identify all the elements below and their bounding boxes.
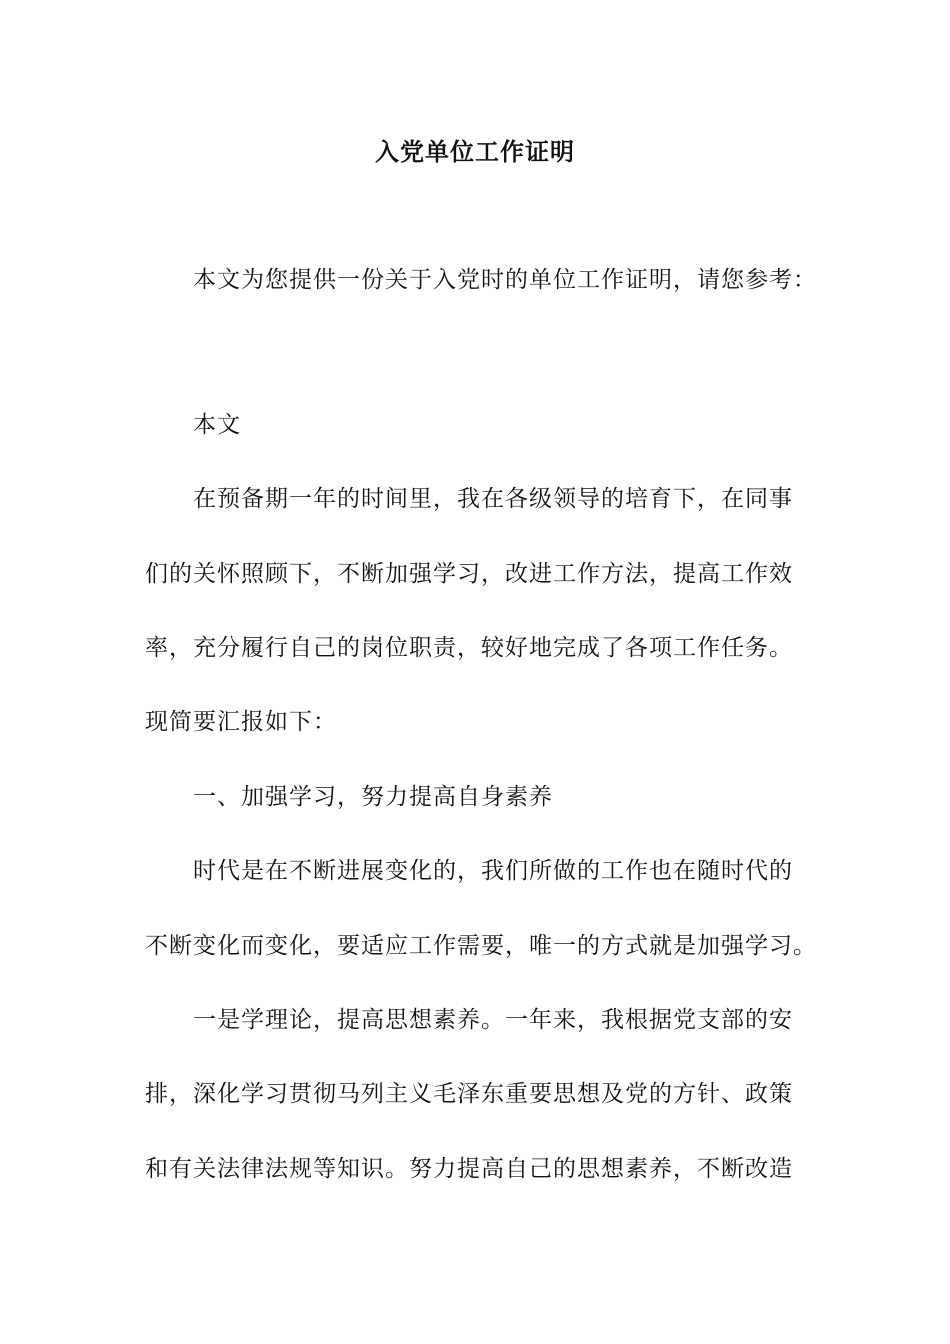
section-heading: 一、加强学习，努力提高自身素养 [193,784,553,810]
section-label: 本文 [193,412,241,438]
paragraph-line: 现简要汇报如下： [145,709,337,735]
paragraph-line: 不断变化而变化，要适应工作需要，唯一的方式就是加强学习。 [145,933,817,959]
paragraph-line: 率，充分履行自己的岗位职责，较好地完成了各项工作任务。 [145,635,793,661]
intro-line: 本文为您提供一份关于入党时的单位工作证明，请您参考： [193,267,817,293]
paragraph-line: 一是学理论，提高思想素养。一年来，我根据党支部的安 [193,1007,793,1033]
paragraph-line: 们的关怀照顾下，不断加强学习，改进工作方法，提高工作效 [145,561,793,587]
paragraph-line: 时代是在不断进展变化的，我们所做的工作也在随时代的 [193,858,793,884]
paragraph-line: 在预备期一年的时间里，我在各级领导的培育下，在同事 [193,486,793,512]
paragraph-line: 和有关法律法规等知识。努力提高自己的思想素养，不断改造 [145,1156,793,1182]
document-title: 入党单位工作证明 [375,137,575,166]
paragraph-line: 排，深化学习贯彻马列主义毛泽东重要思想及党的方针、政策 [145,1081,793,1107]
